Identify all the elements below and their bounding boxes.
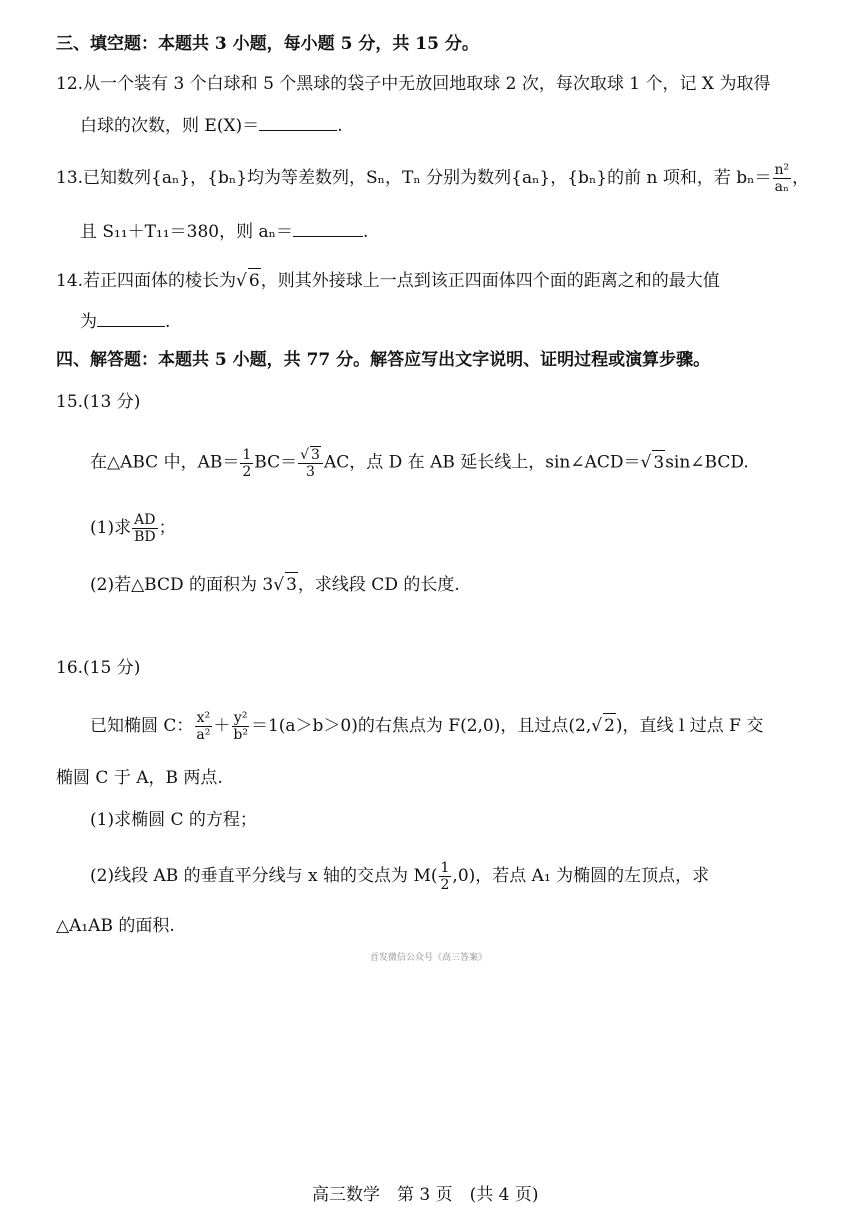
- q15-frac2-den: 3: [306, 464, 315, 480]
- q12-line1: 12.从一个装有 3 个白球和 5 个黑球的袋子中无放回地取球 2 次，每次取球 1 个，记 X 为取得: [56, 74, 771, 94]
- q15-frac2-num-value: 3: [311, 447, 320, 463]
- q16-frac-m: [439, 860, 452, 893]
- q14-line1: [56, 268, 720, 293]
- q16-frac-y: [231, 710, 250, 743]
- q14-answer-blank: [97, 308, 165, 327]
- q15-stem-c: AC，点 D 在 AB 延长线上，sin∠ACD＝: [323, 452, 641, 473]
- q16-y-num: y²: [233, 710, 248, 726]
- q15-p2-sqrt-value: 3: [285, 572, 298, 597]
- q16-stem: [90, 710, 763, 743]
- q13-line2: [80, 218, 368, 244]
- q16-plus: ＋: [213, 716, 231, 736]
- q15-frac-ad-bd: [132, 512, 158, 545]
- q16-header: 16.(15 分): [56, 658, 141, 678]
- q13-frac-num: n²: [774, 162, 790, 178]
- q15-stem-d: sin∠BCD.: [665, 452, 749, 473]
- q15-frac2-num: √ 3: [298, 446, 323, 464]
- q16-part2-line2: △A₁AB 的面积.: [56, 916, 175, 936]
- q16-y-den: b²: [233, 727, 248, 743]
- q12-period: .: [337, 116, 343, 136]
- q13-period: .: [363, 222, 369, 242]
- q15-stem-b: BC＝: [254, 452, 298, 473]
- q15-p1-den: BD: [134, 529, 156, 545]
- q15-p2-text: (2)若△BCD 的面积为 3: [90, 575, 274, 595]
- q16-frac-x: [194, 710, 212, 743]
- q13-text-a: 13.已知数列{aₙ}，{bₙ}均为等差数列，Sₙ，Tₙ 分别为数列{aₙ}，{bₙ}的前 n 项和，若 bₙ＝: [56, 168, 772, 188]
- q13-text-b: ，: [792, 168, 810, 188]
- q16-stem-c: )，直线 l 过点 F 交: [615, 716, 764, 736]
- section-heading-solutions: 四、解答题：本题共 5 小题，共 77 分。解答应写出文字说明、证明过程或演算步骤。: [56, 350, 711, 370]
- q15-header: 15.(13 分): [56, 392, 141, 412]
- section-heading-fill-in: 三、填空题：本题共 3 小题，每小题 5 分，共 15 分。: [56, 34, 479, 54]
- page-footer: 高三数学 第 3 页 (共 4 页): [312, 1185, 539, 1205]
- q14-text-b: ，则其外接球上一点到该正四面体四个面的距离之和的最大值: [260, 271, 720, 291]
- q13-answer-blank: [293, 218, 363, 237]
- sqrt-sign-icon: √: [236, 271, 247, 291]
- q14-period: .: [165, 312, 171, 332]
- q16-m-num: 1: [440, 860, 450, 876]
- q15-stem: [90, 446, 749, 480]
- q16-sqrt-value: 2: [603, 713, 616, 738]
- q15-p1-end: ；: [158, 518, 176, 538]
- q12-answer-blank: [259, 112, 337, 131]
- q16-x-num: x²: [196, 710, 211, 726]
- q14-line2: [80, 308, 170, 334]
- q13-text-c: 且 S₁₁＋T₁₁＝380，则 aₙ＝: [80, 222, 293, 242]
- q13-line1: [56, 162, 809, 195]
- q13-frac-den: aₙ: [774, 179, 790, 195]
- sqrt-sign-icon: √: [640, 452, 652, 473]
- q15-p1-num: AD: [134, 512, 156, 528]
- q15-part2: [90, 572, 460, 597]
- q16-p2-text-a: (2)线段 AB 的垂直平分线与 x 轴的交点为 M(: [90, 866, 438, 886]
- q16-part2: [90, 860, 709, 893]
- q15-p2-end: ，求线段 CD 的长度.: [297, 575, 460, 595]
- q15-frac1-num: 1: [242, 446, 252, 463]
- q15-sqrt-value: 3: [652, 450, 665, 475]
- q14-text-a: 14.若正四面体的棱长为: [56, 271, 237, 291]
- q15-p1-text: (1)求: [90, 518, 132, 538]
- q14-text-c: 为: [80, 312, 97, 332]
- q16-stem-line2: 椭圆 C 于 A，B 两点.: [56, 768, 223, 788]
- q15-frac1-den: 2: [242, 463, 252, 480]
- q14-sqrt-value: 6: [248, 268, 261, 293]
- sqrt-sign-icon: √: [591, 716, 603, 736]
- q16-part1: (1)求椭圆 C 的方程；: [90, 810, 257, 830]
- q16-stem-a: 已知椭圆 C：: [90, 716, 194, 736]
- sqrt-sign-icon: √: [273, 575, 285, 595]
- q12-text: 白球的次数，则 E(X)＝: [80, 116, 260, 136]
- watermark: 首发微信公众号《高三答案》: [370, 953, 488, 963]
- q16-x-den: a²: [196, 727, 211, 743]
- q16-m-den: 2: [440, 877, 450, 893]
- q15-frac-half: [240, 447, 253, 480]
- q16-stem-b: ＝1(a＞b＞0)的右焦点为 F(2,0)，且过点(2,: [250, 716, 592, 736]
- q16-p2-text-b: ,0)，若点 A₁ 为椭圆的左顶点，求: [452, 866, 710, 886]
- q15-stem-a: 在△ABC 中，AB＝: [90, 452, 240, 473]
- q12-line2: [80, 112, 343, 138]
- q13-fraction: [773, 162, 792, 195]
- q15-frac-sqrt3-over-3: [298, 446, 323, 480]
- q15-part1: [90, 512, 176, 545]
